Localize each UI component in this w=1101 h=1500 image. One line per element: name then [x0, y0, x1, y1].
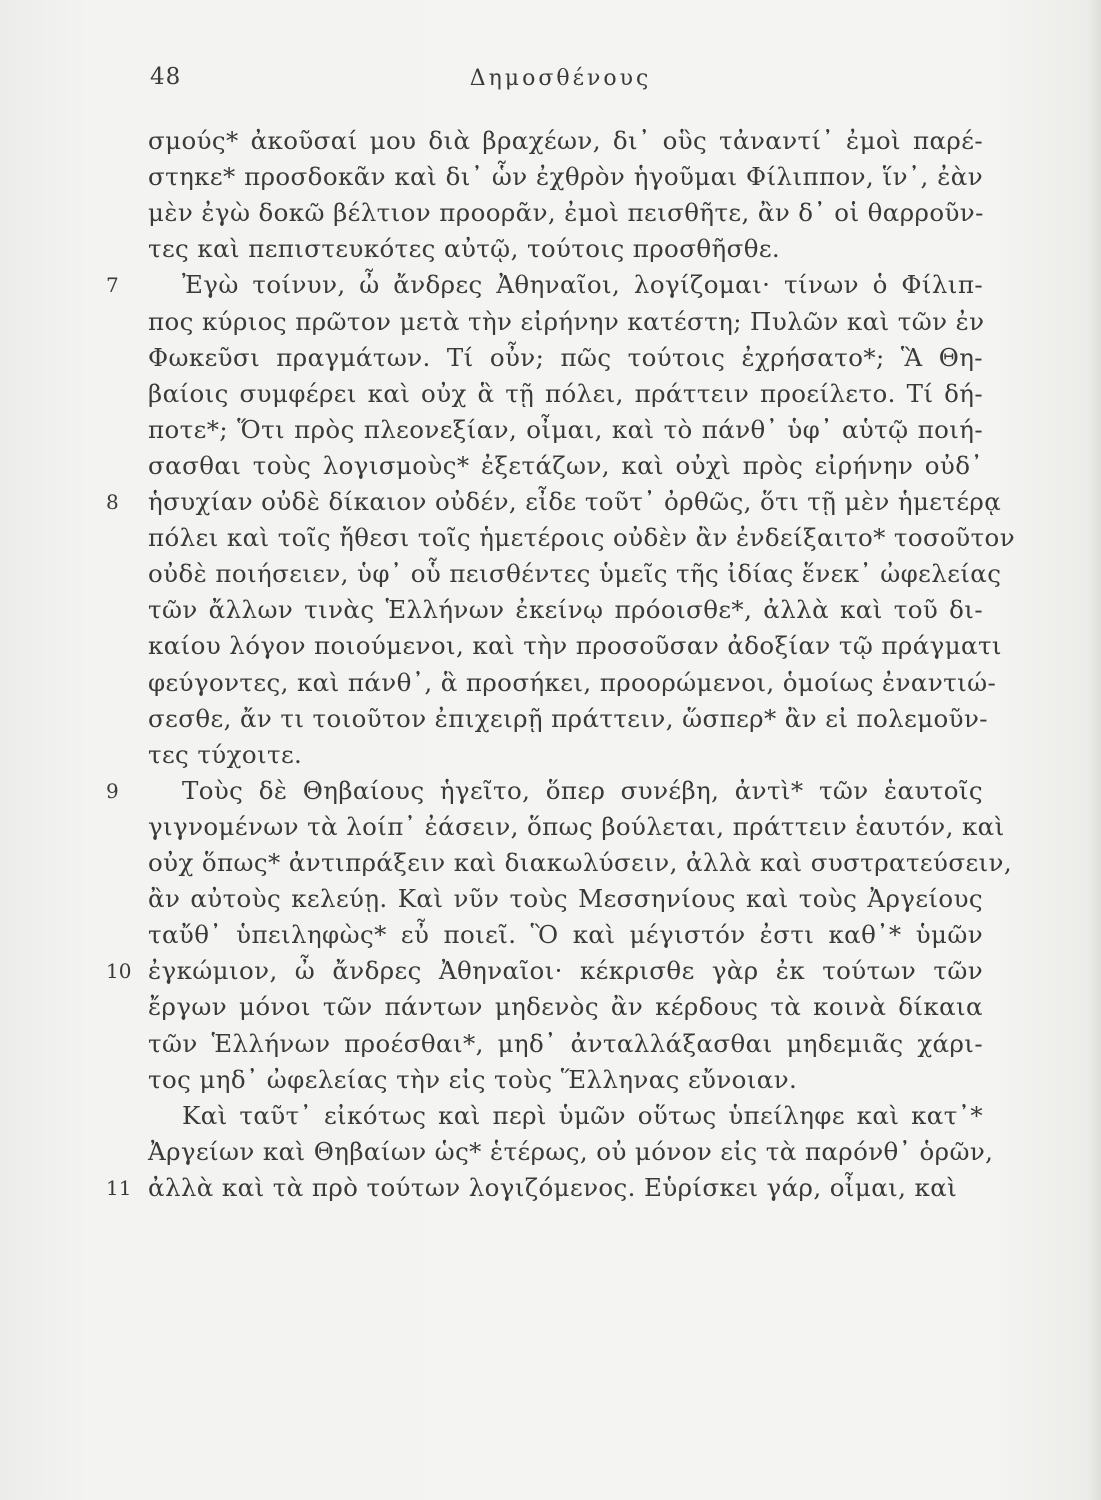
running-title: Δημοσθένους	[469, 66, 652, 91]
text-line: Φωκεῦσι πραγμάτων. Τί οὖν; πῶς τούτοις ἐχρήσατο*; Ἃ Θη-	[148, 342, 983, 372]
text-line: καίου λόγον ποιούμενοι, καὶ τὴν προσοῦσαν ἀδοξίαν τῷ πράγματι	[148, 631, 1002, 661]
page-number: 48	[150, 64, 182, 90]
text-line: πος κύριος πρῶτον μετὰ τὴν εἰρήνην κατέστη; Πυλῶν καὶ τῶν ἐν	[148, 306, 985, 336]
text-line: ἔργων μόνοι τῶν πάντων μηδενὸς ἂν κέρδους τὰ κοινὰ δίκαια	[148, 992, 983, 1022]
text-line: σασθαι τοὺς λογισμοὺς* ἐξετάζων, καὶ οὐχὶ πρὸς εἰρήνην οὐδ᾽	[148, 450, 983, 480]
section-number: 10	[106, 959, 132, 984]
text-line: μὲν ἐγὼ δοκῶ βέλτιον προορᾶν, ἐμοὶ πεισθῆτε, ἂν δ᾽ οἱ θαρροῦν-	[148, 198, 984, 228]
text-line: σεσθε, ἄν τι τοιοῦτον ἐπιχειρῇ πράττειν, ὥσπερ* ἂν εἰ πολεμοῦν-	[148, 703, 988, 733]
text-line: ἡσυχίαν οὐδὲ δίκαιον οὐδέν, εἶδε τοῦτ᾽ ὀρθῶς, ὅτι τῇ μὲν ἡμετέρᾳ	[148, 487, 1002, 516]
text-line: σμούς* ἀκοῦσαί μου διὰ βραχέων, δι᾽ οὓς τἀναντί᾽ ἐμοὶ παρέ-	[148, 126, 983, 155]
text-line: οὐχ ὅπως* ἀντιπράξειν καὶ διακωλύσειν, ἀλλὰ καὶ συστρατεύσειν,	[148, 848, 1013, 877]
text-line: οὐδὲ ποιήσειεν, ὑφ᾽ οὗ πεισθέντες ὑμεῖς τῆς ἰδίας ἕνεκ᾽ ὠφελείας	[148, 559, 1002, 589]
text-line: στηκε* προσδοκᾶν καὶ δι᾽ ὧν ἐχθρὸν ἡγοῦμαι Φίλιππον, ἵν᾽, ἐὰν	[148, 162, 983, 192]
text-line: τες καὶ πεπιστευκότες αὐτῷ, τούτοις προσθῆσθε.	[148, 234, 781, 264]
text-line: πόλει καὶ τοῖς ἤθεσι τοῖς ἡμετέροις οὐδὲν ἂν ἐνδείξαιτο* τοσοῦτον	[148, 523, 1016, 553]
text-line: γιγνομένων τὰ λοίπ᾽ ἐάσειν, ὅπως βούλεται, πράττειν ἑαυτόν, καὶ	[148, 811, 1005, 841]
text-line: Καὶ ταῦτ᾽ εἰκότως καὶ περὶ ὑμῶν οὕτως ὑπείληφε καὶ κατ᾽*	[182, 1100, 983, 1130]
text-line: ταὔθ᾽ ὑπειληφὼς* εὖ ποιεῖ. Ὃ καὶ μέγιστόν ἐστι καθ᾽* ὑμῶν	[148, 920, 983, 950]
text-line: ἀλλὰ καὶ τὰ πρὸ τούτων λογιζόμενος. Εὑρίσκει γάρ, οἶμαι, καὶ	[148, 1172, 958, 1202]
text-line: τῶν ἄλλων τινὰς Ἑλλήνων ἐκείνῳ πρόοισθε*, ἀλλὰ καὶ τοῦ δι-	[148, 595, 983, 625]
page-header	[0, 64, 1101, 104]
text-line: φεύγοντες, καὶ πάνθ᾽, ἃ προσήκει, προορώμενοι, ὁμοίως ἐναντιώ-	[148, 667, 997, 697]
text-line: Ἐγὼ τοίνυν, ὦ ἄνδρες Ἀθηναῖοι, λογίζομαι· τίνων ὁ Φίλιπ-	[182, 270, 983, 300]
text-line: τος μηδ᾽ ὠφελείας τὴν εἰς τοὺς Ἕλληνας εὔνοιαν.	[148, 1064, 798, 1094]
text-line: ποτε*; Ὅτι πρὸς πλεονεξίαν, οἶμαι, καὶ τὸ πάνθ᾽ ὑφ᾽ αὑτῷ ποιή-	[148, 414, 983, 444]
text-line: Τοὺς δὲ Θηβαίους ἡγεῖτο, ὅπερ συνέβη, ἀντὶ* τῶν ἑαυτοῖς	[182, 775, 983, 805]
text-line: ἂν αὐτοὺς κελεύῃ. Καὶ νῦν τοὺς Μεσσηνίους καὶ τοὺς Ἀργείους	[148, 884, 983, 914]
text-line: ἐγκώμιον, ὦ ἄνδρες Ἀθηναῖοι· κέκρισθε γὰρ ἐκ τούτων τῶν	[148, 956, 983, 986]
page-edge-shadow	[1087, 0, 1101, 1500]
text-line: τῶν Ἑλλήνων προέσθαι*, μηδ᾽ ἀνταλλάξασθαι μηδεμιᾶς χάρι-	[148, 1028, 983, 1058]
text-line: βαίοις συμφέρει καὶ οὐχ ἃ τῇ πόλει, πράττειν προείλετο. Τί δή-	[148, 378, 983, 408]
section-number: 8	[106, 490, 119, 514]
section-number: 7	[106, 273, 119, 298]
section-number: 11	[106, 1175, 132, 1200]
text-line: τες τύχοιτε.	[148, 739, 303, 769]
text-line: Ἀργείων καὶ Θηβαίων ὡς* ἑτέρως, οὐ μόνον εἰς τὰ παρόνθ᾽ ὁρῶν,	[148, 1136, 994, 1166]
section-number: 9	[106, 778, 119, 803]
